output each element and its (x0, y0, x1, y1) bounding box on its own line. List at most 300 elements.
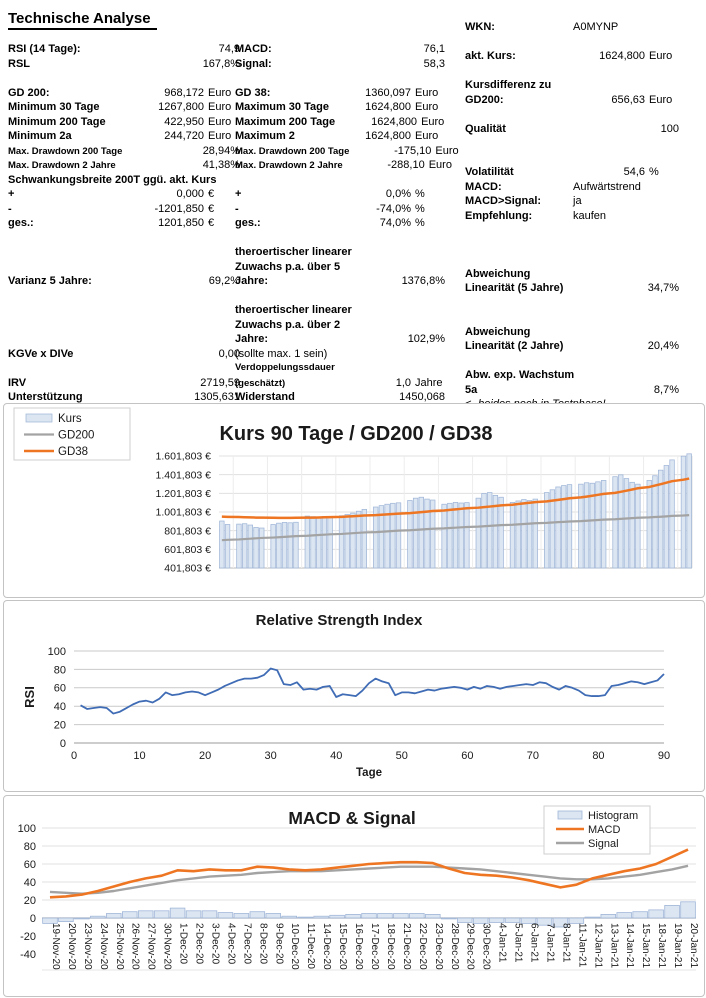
metric-value: 76,1 (423, 43, 445, 55)
metric-value: 167,8% (202, 57, 240, 70)
y-axis-tick-label: 1.201,803 € (155, 488, 211, 501)
kurs-bar (345, 515, 350, 568)
metric-value: -175,10 (394, 144, 432, 157)
y-axis-tick-label: 1.001,803 € (155, 506, 211, 519)
histogram-bar (250, 912, 265, 918)
metric-label: - (235, 202, 239, 215)
rsi-y-axis-title: RSI (22, 686, 37, 708)
metric-label: Maximum 30 Tage (235, 101, 329, 113)
histogram-bar (122, 912, 137, 918)
metric-row (235, 187, 445, 202)
metric-label: Unterstützung (8, 391, 83, 403)
metric-unit: Euro (415, 130, 439, 142)
metric-label: Volatilität (465, 166, 514, 178)
metric-label: Max. Drawdown 200 Tage (8, 145, 123, 157)
metric-row (235, 129, 445, 144)
x-axis-date-label: 22-Dec-20 (416, 923, 428, 970)
metric-label: Signal: (235, 57, 272, 70)
spacer-row (8, 303, 240, 318)
kurs-bar (459, 503, 464, 568)
metric-label: Abweichung (465, 325, 531, 338)
metric-value: 0,00 (218, 347, 240, 360)
metric-value: 1450,068 (399, 391, 445, 403)
histogram-bar (170, 908, 185, 918)
metric-value: 28,94% (202, 144, 240, 157)
rsi-chart-canvas (4, 601, 702, 789)
metric-row (235, 376, 445, 391)
kurs-bar (288, 523, 293, 568)
x-axis-date-label: 24-Nov-20 (97, 923, 109, 970)
kurs-bar (544, 493, 549, 568)
metric-label: Qualität (465, 122, 506, 135)
kurs-bar (618, 475, 623, 568)
histogram-bar (633, 912, 648, 918)
metric-label: RSL (8, 57, 30, 70)
rsi-chart (3, 600, 705, 792)
metric-label: GD 200: (8, 86, 50, 99)
metric-label: Zuwachs p.a. über 5 (235, 260, 341, 273)
kurs-bar (425, 499, 430, 568)
metric-label: Max. Drawdown 2 Jahre (235, 160, 343, 171)
macd-line (50, 850, 688, 898)
x-axis-tick-label: 50 (395, 750, 408, 762)
metric-label: Empfehlung: (465, 209, 533, 222)
kurs-bar (681, 456, 686, 568)
kurs-bar (482, 494, 487, 568)
x-axis-date-label: 19-Nov-20 (49, 923, 61, 970)
metric-row (235, 361, 445, 376)
kurs-bar (225, 524, 230, 568)
y-axis-tick-label: 0 (29, 912, 36, 925)
metric-row (465, 20, 679, 35)
x-axis-date-label: 2-Dec-20 (193, 923, 205, 965)
x-axis-date-label: 4-Jan-21 (496, 923, 508, 963)
metric-label: Maximum 2 (235, 130, 295, 142)
spacer-row (465, 136, 679, 151)
metric-value: ja (573, 195, 582, 207)
metric-value: 74,9 (218, 43, 240, 55)
histogram-bar (601, 914, 616, 918)
metric-label: Minimum 200 Tage (8, 115, 106, 128)
metric-value: 102,9% (407, 333, 445, 345)
x-axis-date-label: 11-Jan-21 (576, 923, 588, 968)
kurs-bar (453, 502, 458, 568)
x-axis-date-label: 21-Dec-20 (400, 923, 412, 970)
x-axis-date-label: 5-Jan-21 (512, 923, 524, 963)
metric-value: 1201,850 (158, 217, 204, 229)
metric-value: kaufen (573, 209, 607, 222)
spacer-row (8, 332, 240, 347)
kurs-bar (305, 516, 310, 568)
metric-value: 1376,8% (401, 275, 445, 287)
metric-value: -288,10 (387, 159, 425, 171)
x-axis-date-label: 18-Jan-21 (656, 923, 668, 969)
x-axis-date-label: 30-Nov-20 (161, 923, 173, 970)
x-axis-date-label: 16-Dec-20 (353, 923, 365, 970)
metric-unit: Euro (649, 93, 673, 106)
spacer-row (465, 310, 679, 325)
metric-row (465, 383, 679, 398)
kurs-bar (419, 497, 424, 568)
x-axis-date-label: 12-Jan-21 (592, 923, 604, 969)
kurs-bars (220, 454, 692, 568)
histogram-bar (138, 911, 153, 918)
histogram-bar (681, 902, 696, 918)
metric-label: MACD: (235, 43, 272, 55)
kurs-bar (316, 517, 321, 568)
metric-value: 54,6 (623, 166, 645, 178)
metric-row (8, 129, 240, 144)
kurs-bar (413, 498, 418, 568)
metric-row (235, 274, 445, 289)
metric-value: 968,172 (164, 86, 204, 99)
metric-value: 58,3 (423, 57, 445, 70)
x-axis-tick-label: 90 (657, 750, 671, 762)
metric-value: Aufwärtstrend (573, 180, 641, 193)
metric-row (465, 209, 679, 224)
x-axis-tick-label: 70 (526, 750, 540, 762)
x-axis-date-label: 20-Jan-21 (688, 923, 700, 969)
x-axis-date-label: 29-Dec-20 (464, 923, 476, 970)
metric-label: akt. Kurs: (465, 50, 516, 62)
metric-row (235, 100, 445, 115)
metric-unit: Euro (415, 101, 439, 113)
x-axis-date-label: 6-Jan-21 (528, 923, 540, 963)
legend-kurs-label: Kurs (58, 413, 82, 426)
spacer-row (465, 354, 679, 369)
metric-value: 1624,800 (599, 50, 645, 62)
metric-unit: Euro (428, 159, 452, 171)
metric-value: 20,4% (647, 340, 679, 352)
legend-macd-label: MACD (588, 823, 621, 836)
y-axis-tick-label: 601,803 € (164, 544, 211, 557)
metric-label: Max. Drawdown 2 Jahre (8, 160, 116, 171)
kurs-bar (465, 503, 470, 568)
y-axis-tick-label: 20 (53, 719, 66, 732)
metrics-column-middle (235, 42, 459, 405)
legend-histogram-label: Histogram (588, 809, 639, 822)
histogram-bar (106, 914, 121, 919)
metric-label: theroertischer linearer (235, 246, 352, 258)
x-axis-date-label: 3-Dec-20 (209, 923, 221, 965)
y-axis-tick-label: 40 (53, 701, 66, 714)
spacer-row (465, 223, 679, 238)
x-axis-date-label: 27-Nov-20 (145, 923, 157, 970)
metrics-column-right (465, 20, 679, 412)
kurs-bar (687, 454, 692, 568)
x-axis-date-label: 11-Dec-20 (305, 923, 317, 969)
kurs-bar (510, 502, 515, 568)
metric-unit: Jahre (415, 376, 443, 389)
y-axis-tick-label: 80 (53, 664, 66, 677)
metric-row (8, 158, 240, 173)
x-axis-tick-label: 30 (264, 750, 277, 762)
kurs-chart-canvas (4, 404, 702, 595)
metric-row (235, 158, 452, 173)
metric-row (235, 144, 459, 159)
histogram-bar (394, 914, 409, 919)
metric-unit: Euro (208, 86, 232, 99)
metric-label: + (8, 188, 15, 200)
kurs-bar (282, 522, 287, 568)
kurs-bar (448, 503, 453, 568)
metric-label: Verdoppelungssdauer (235, 362, 335, 373)
spacer-row (235, 71, 445, 86)
y-axis-tick-label: 60 (23, 858, 36, 871)
metric-value: 1624,800 (371, 115, 418, 128)
metric-row (235, 347, 445, 362)
metric-row (8, 187, 240, 202)
metric-unit: Euro (208, 115, 232, 128)
spacer-row (8, 361, 240, 376)
metric-row (235, 216, 445, 231)
histogram-bar (617, 913, 632, 918)
y-axis-tick-label: 100 (47, 645, 66, 658)
metric-unit: Euro (435, 144, 459, 157)
kurs-chart (3, 403, 705, 598)
metric-label: RSI (14 Tage): (8, 43, 81, 55)
metric-label: Minimum 2a (8, 130, 72, 142)
histogram-bar (314, 916, 329, 918)
histogram-bar (505, 918, 520, 923)
x-axis-date-label: 1-Dec-20 (177, 923, 189, 965)
spacer-row (465, 151, 679, 166)
metric-label: ges.: (235, 217, 261, 229)
metric-value: -74,0% (376, 202, 411, 215)
metric-label: - (8, 202, 12, 215)
metric-label: Zuwachs p.a. über 2 (235, 318, 341, 331)
kurs-bar (499, 497, 504, 568)
metric-row (235, 303, 445, 318)
metric-value: 1624,800 (365, 101, 411, 113)
kurs-bar (271, 524, 276, 568)
metric-unit: € (208, 188, 215, 200)
kurs-bar (636, 484, 641, 568)
metric-value: 100 (660, 122, 679, 135)
metric-label: KGVe x DIVe (8, 347, 74, 360)
legend-gd38-label: GD38 (58, 446, 89, 459)
y-axis-tick-label: -40 (20, 948, 36, 961)
spacer-row (465, 107, 679, 122)
histogram-bar (218, 913, 233, 918)
histogram-bar (75, 918, 90, 919)
histogram-bar (649, 910, 664, 918)
metric-label: Max. Drawdown 200 Tage (235, 145, 350, 157)
metric-value: 1360,097 (365, 86, 411, 99)
spacer-row (8, 318, 240, 333)
metric-label: Linearität (5 Jahre) (465, 282, 564, 294)
metric-value: -1201,850 (154, 202, 204, 215)
metric-label: Kursdifferenz zu (465, 79, 552, 91)
metric-unit: € (208, 202, 215, 215)
metric-unit: Euro (208, 130, 232, 142)
metric-row (465, 339, 679, 354)
rsi-line (81, 668, 664, 713)
kurs-bar (533, 499, 538, 568)
spacer-row (235, 231, 445, 246)
metric-row (235, 57, 445, 72)
metric-row (235, 332, 445, 347)
x-axis-date-label: 20-Nov-20 (65, 923, 77, 970)
histogram-bar (282, 916, 297, 918)
histogram-bar (234, 914, 249, 919)
metric-row (465, 267, 679, 282)
metric-unit: % (415, 217, 425, 229)
metric-value: 244,720 (164, 130, 204, 142)
metric-label: IRV (8, 376, 27, 389)
metric-label: Abw. exp. Wachstum (465, 369, 575, 381)
x-axis-date-label: 8-Jan-21 (560, 923, 572, 963)
x-axis-date-label: 4-Dec-20 (225, 923, 237, 965)
kurs-bar (653, 476, 658, 568)
metric-row (235, 260, 445, 275)
metric-row (235, 245, 445, 260)
y-axis-tick-label: -20 (20, 930, 36, 943)
metric-value: 34,7% (647, 282, 679, 294)
histogram-bar (186, 911, 201, 918)
metric-label: (geschätzt) (235, 377, 286, 389)
x-axis-date-label: 14-Dec-20 (321, 923, 333, 970)
kurs-bar (527, 501, 532, 568)
metric-label: Linearität (2 Jahre) (465, 340, 564, 352)
metric-row (465, 281, 679, 296)
histogram-bar (346, 914, 361, 918)
metric-label: GD200: (465, 93, 504, 106)
x-axis-date-label: 14-Jan-21 (624, 923, 636, 969)
metric-value: 1267,800 (158, 101, 204, 113)
metric-value: 69,2% (208, 275, 240, 287)
x-axis-tick-label: 0 (70, 750, 78, 762)
x-axis-date-label: 26-Nov-20 (129, 923, 141, 970)
legend-signal-label: Signal (588, 837, 619, 850)
metric-row (8, 115, 240, 130)
metric-row (465, 368, 679, 383)
metric-unit: Euro (415, 86, 439, 99)
kurs-bar (516, 501, 521, 568)
metric-value: 2719,59 (200, 376, 240, 389)
metric-value: 1,0 (395, 376, 411, 389)
x-axis-date-label: 13-Jan-21 (608, 923, 620, 969)
metric-unit: Euro (421, 115, 445, 128)
metric-label: Jahre: (235, 275, 269, 287)
spacer-row (8, 245, 240, 260)
x-axis-date-label: 15-Jan-21 (640, 923, 652, 969)
y-axis-tick-label: 0 (59, 737, 66, 750)
x-axis-date-label: 10-Dec-20 (289, 923, 301, 970)
metric-label: + (235, 188, 242, 200)
metric-label: Varianz 5 Jahre: (8, 275, 92, 287)
metric-row (465, 165, 679, 180)
metric-label: ges.: (8, 217, 34, 229)
metric-value: 0,000 (176, 188, 204, 200)
histogram-bar (378, 914, 393, 919)
legend-kurs-swatch (26, 414, 52, 422)
kurs-bar (670, 460, 675, 568)
x-axis-date-label: 8-Dec-20 (257, 923, 269, 965)
rsi-x-axis-title: Tage (356, 767, 382, 779)
kurs-bar (613, 477, 618, 568)
metric-row (235, 42, 445, 57)
y-axis-tick-label: 401,803 € (164, 562, 211, 575)
metric-unit: € (208, 217, 215, 229)
metric-row (235, 318, 445, 333)
metric-row (465, 78, 679, 93)
x-axis-date-label: 7-Dec-20 (241, 923, 253, 965)
x-axis-tick-label: 40 (330, 750, 343, 762)
histogram-bar (266, 914, 281, 919)
x-axis-date-label: 30-Dec-20 (480, 923, 492, 970)
metric-value: 422,950 (164, 115, 204, 128)
histogram-bar (441, 918, 456, 919)
x-axis-date-label: 18-Dec-20 (384, 923, 396, 970)
metric-row (8, 376, 240, 391)
kurs-bar (242, 524, 247, 568)
kurs-bar (487, 493, 492, 568)
metric-label: GD 38: (235, 86, 271, 99)
metric-label: MACD>Signal: (465, 195, 542, 207)
kurs-bar (442, 504, 447, 568)
spacer-row (465, 64, 679, 79)
metric-row (235, 86, 445, 101)
spacer-row (465, 35, 679, 50)
metric-label: Minimum 30 Tage (8, 101, 100, 113)
metrics-column-left (8, 42, 240, 405)
x-axis-date-label: 15-Dec-20 (337, 923, 349, 970)
y-axis-tick-label: 1.401,803 € (155, 469, 211, 482)
metric-value: 41,38% (202, 159, 240, 171)
kurs-bar (220, 521, 225, 568)
spacer-row (235, 289, 445, 304)
metric-value: 74,0% (379, 217, 411, 229)
x-axis-date-label: 23-Dec-20 (432, 923, 444, 970)
kurs-bar (351, 513, 356, 568)
y-axis-tick-label: 1.601,803 € (155, 450, 211, 463)
macd-chart-title: MACD & Signal (288, 808, 416, 828)
kurs-bar (237, 524, 242, 568)
metric-row (465, 93, 679, 108)
histogram-bar (362, 914, 377, 919)
kurs-bar (294, 522, 299, 568)
metric-row (8, 202, 240, 217)
metric-value: 1305,631 (194, 391, 240, 403)
kurs-bar (630, 482, 635, 568)
metric-row (465, 180, 679, 195)
metric-label: Maximum 200 Tage (235, 115, 336, 128)
kurs-bar (362, 509, 367, 568)
metric-value: 0,0% (385, 188, 411, 200)
spacer-row (8, 289, 240, 304)
x-axis-tick-label: 10 (133, 750, 146, 762)
x-axis-date-label: 28-Dec-20 (448, 923, 460, 970)
kurs-bar (328, 517, 333, 568)
metric-value: 656,63 (611, 93, 645, 106)
metric-row (465, 325, 679, 340)
kurs-bar (356, 511, 361, 568)
x-axis-tick-label: 80 (592, 750, 605, 762)
histogram-bar (410, 914, 425, 919)
metric-row (8, 216, 240, 231)
metric-row (8, 100, 240, 115)
y-axis-tick-label: 20 (23, 894, 36, 907)
spacer-row (465, 238, 679, 253)
histogram-bar (585, 917, 600, 918)
x-axis-date-label: 9-Dec-20 (273, 923, 285, 965)
metric-unit: Euro (649, 50, 673, 62)
metric-unit: % (415, 202, 425, 215)
metric-label: (sollte max. 1 sein) (235, 347, 328, 360)
y-axis-tick-label: 80 (23, 840, 36, 853)
macd-chart (3, 795, 705, 997)
